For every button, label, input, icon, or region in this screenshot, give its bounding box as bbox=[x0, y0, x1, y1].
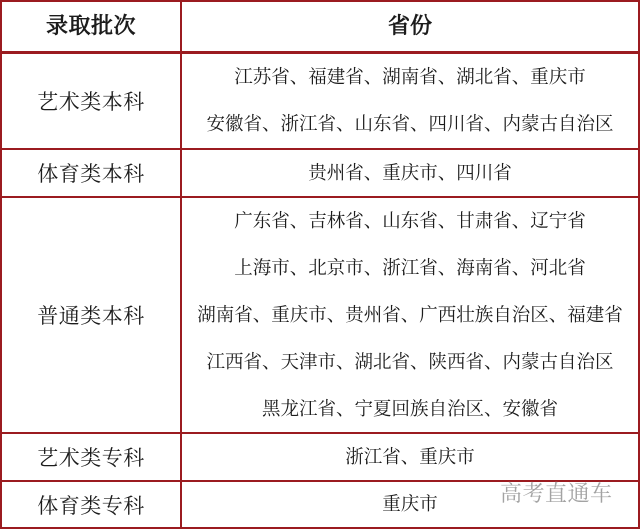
table-row bbox=[2, 51, 638, 148]
provinces-line: 广东省、吉林省、山东省、甘肃省、辽宁省 bbox=[234, 210, 586, 232]
provinces-line: 上海市、北京市、浙江省、海南省、河北省 bbox=[234, 257, 586, 279]
watermark-text: 高考直通车 bbox=[500, 482, 613, 507]
header-batch: 录取批次 bbox=[2, 2, 182, 51]
provinces-line: 安徽省、浙江省、山东省、四川省、内蒙古自治区 bbox=[206, 114, 614, 135]
provinces-cell bbox=[182, 150, 638, 196]
batch-cell: 艺术类专科 bbox=[2, 434, 182, 480]
provinces-cell bbox=[182, 198, 638, 432]
provinces-line: 浙江省、重庆市 bbox=[345, 446, 475, 468]
provinces-line: 江苏省、福建省、湖南省、湖北省、重庆市 bbox=[234, 67, 586, 88]
table-header-row bbox=[2, 2, 638, 51]
provinces-line: 重庆市 bbox=[382, 494, 438, 515]
table-row bbox=[2, 148, 638, 196]
provinces-line: 湖南省、重庆市、贵州省、广西壮族自治区、福建省 bbox=[197, 304, 623, 326]
batch-cell: 体育类专科 bbox=[2, 482, 182, 527]
provinces-cell bbox=[182, 434, 638, 480]
provinces-line: 贵州省、重庆市、四川省 bbox=[308, 162, 512, 184]
batch-cell: 艺术类本科 bbox=[2, 54, 182, 148]
batch-cell: 体育类本科 bbox=[2, 150, 182, 196]
table-row bbox=[2, 432, 638, 480]
provinces-cell bbox=[182, 54, 638, 148]
batch-cell: 普通类本科 bbox=[2, 198, 182, 432]
header-provinces: 省份 bbox=[387, 14, 432, 39]
provinces-line: 江西省、天津市、湖北省、陕西省、内蒙古自治区 bbox=[206, 351, 614, 373]
provinces-line: 黑龙江省、宁夏回族自治区、安徽省 bbox=[261, 398, 558, 420]
table-row bbox=[2, 196, 638, 432]
